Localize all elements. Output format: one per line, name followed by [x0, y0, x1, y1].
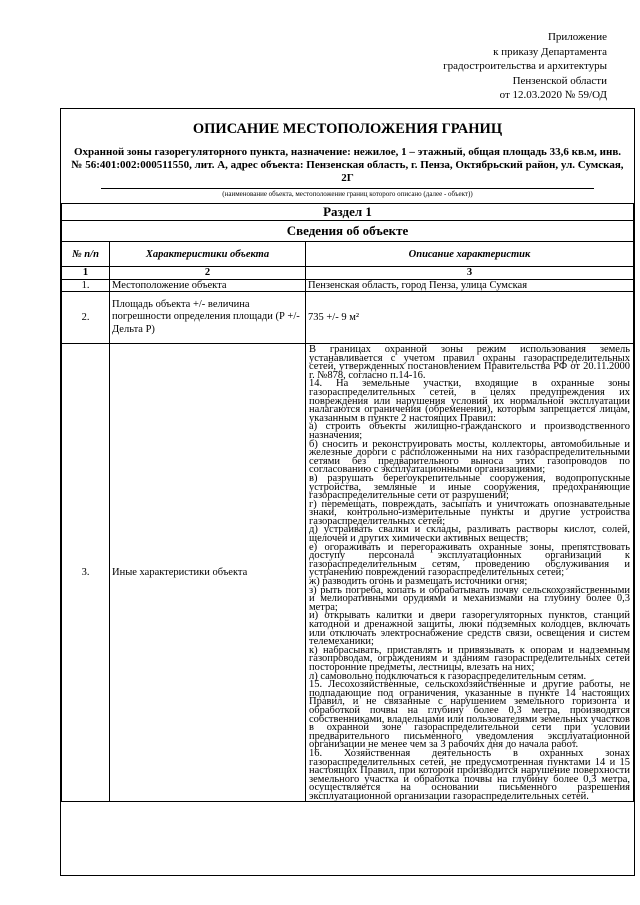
header-characteristic: Характеристики объекта — [110, 242, 306, 267]
description-paragraph: 14. На земельные участки, входящие в охранные зоны газораспределительных сетей, в целях предупреждения их повреждения или нарушения условий их нормальной эксплуатации налагаются ограничения (обременения), которым запрещается лицам, указанным в пункте 2 настоящих Правил: — [309, 378, 630, 424]
description-paragraph: г) перемещать, повреждать, засыпать и уничтожать опознавательные знаки, контрольно-измерительные пункты и другие устройства газораспределительных сетей; — [309, 498, 630, 527]
description-paragraph: в) разрушать берегоукрепительные сооружения, водопропускные устройства, земляные и иные сооружения, предохраняющие газораспределительные сети от разрушений; — [309, 472, 630, 502]
section-subtitle: Сведения об объекте — [62, 221, 634, 242]
object-name: Охранной зоны газорегуляторного пункта, назначение: нежилое, 1 – этажный, общая площадь 33,6 кв.м, инв.№ 56:401:002:000511550, лит. А, адрес объекта: Пензенская область, г. Пенза, Октябрьский район, ул. Сумская, 2Г — [71, 146, 624, 184]
description-paragraph: и) открывать калитки и двери газорегуляторных пунктов, станций катодной и дренажной защиты, люки подземных колодцев, включать или отключать электроснабжение средств связи, освещения и систем телемеханики; — [309, 610, 630, 648]
appendix-line: Пензенской области — [512, 74, 607, 87]
header-number: № п/п — [62, 242, 110, 267]
row-description: 735 +/- 9 м² — [306, 292, 634, 344]
description-paragraph: е) огораживать и перегораживать охранные зоны, препятствовать доступу персонала эксплуатационных организаций к газораспределительным сетям, проведению обслуживания и устранению повреждений газораспределительных сетей; — [309, 541, 630, 579]
document-title: ОПИСАНИЕ МЕСТОПОЛОЖЕНИЯ ГРАНИЦ — [192, 121, 503, 137]
description-paragraph: з) рыть погреба, копать и обрабатывать почву сельскохозяйственными и мелиоративными орудиями и механизмами на глубину более 0,3 метра; — [309, 584, 630, 613]
document-frame — [60, 108, 635, 876]
column-number: 2 — [110, 267, 306, 280]
description-paragraph: ж) разводить огонь и размещать источники огня; — [309, 576, 528, 588]
row-characteristic: Местоположение объекта — [110, 280, 306, 292]
description-paragraph: В границах охранной зоны режим использования земель устанавливается с учетом правил охраны газораспределительных сетей, утвержденных постановлением Правительства РФ от 20.11.2000 г. №878, согласно п.14-16. — [309, 344, 630, 381]
row-description — [306, 344, 634, 802]
appendix-line: от 12.03.2020 № 59/ОД — [499, 89, 607, 101]
column-number: 3 — [306, 267, 634, 280]
column-number: 1 — [62, 267, 110, 280]
table-row — [62, 344, 634, 802]
table-row — [62, 280, 634, 292]
description-paragraph: д) устраивать свалки и склады, разливать растворы кислот, солей, щелочей и других химически активных веществ; — [309, 524, 630, 545]
appendix-block — [443, 30, 607, 103]
description-paragraph: а) строить объекты жилищно-гражданского и производственного назначения; — [309, 421, 630, 441]
object-caption: (наименование объекта, местоположение границ которого описано (далее - объект)) — [101, 188, 594, 199]
description-paragraph: б) сносить и реконструировать мосты, коллекторы, автомобильные и железные дороги с расположенными на них газораспределительными сетями без предварительного выноса этих газопроводов по согласованию с эксплуатационными организациями; — [309, 438, 630, 476]
row-number: 1. — [62, 280, 110, 292]
row-number: 2. — [62, 292, 110, 344]
description-paragraph: 16. Хозяйственная деятельность в охранных зонах газораспределительных сетей, не предусмотренная пунктами 14 и 15 настоящих Правил, при которой производится нарушение поверхности земельного участка и обработка почвы на глубину более 0,3 метра, осуществляется на основании письменного разрешения эксплуатационной организации газораспределительных сетей. — [309, 747, 630, 802]
description-paragraph: л) самовольно подключаться к газораспределительным сетям. — [309, 670, 587, 682]
header-description: Описание характеристик — [306, 242, 634, 267]
object-table — [61, 203, 634, 802]
description-paragraph: 15. Лесохозяйственные, сельскохозяйственные и другие работы, не подпадающие под ограничения, указанные в пункте 14 настоящих Правил, и не связанные с нарушением земельного горизонта и обработкой почвы на глубину более 0,3 метра, производятся собственниками, владельцами или пользователями земельных участков в охранной зоне газораспределительной сети при условии предварительного письменного уведомления эксплуатационной организации не менее чем за 3 рабочих дня до начала работ. — [309, 679, 630, 751]
row-description: Пензенская область, город Пенза, улица Сумская — [306, 280, 634, 292]
row-characteristic: Площадь объекта +/- величина погрешности определения площади (Р +/- Дельта Р) — [110, 292, 306, 344]
section-title: Раздел 1 — [62, 204, 634, 221]
table-row — [62, 292, 634, 344]
row-characteristic: Иные характеристики объекта — [110, 344, 306, 802]
appendix-line: к приказу Департамента — [493, 45, 607, 58]
row-number: 3. — [62, 344, 110, 802]
description-paragraph: к) набрасывать, приставлять и привязывать к опорам и надземным газопроводам, ограждениям и зданиям газораспределительных сетей посторонние предметы, лестницы, влезать на них; — [309, 644, 630, 673]
appendix-line: Приложение — [547, 31, 607, 43]
appendix-line: градостроительства и архитектуры — [443, 60, 607, 72]
